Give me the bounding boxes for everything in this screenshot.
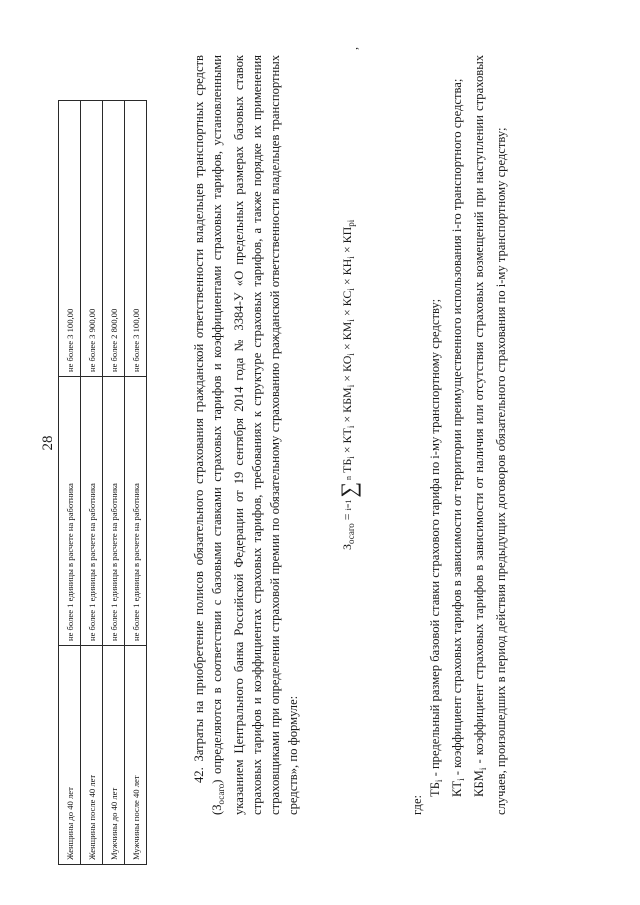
paragraph-42 xyxy=(190,55,302,815)
osago-symbol: З xyxy=(210,804,224,811)
formula-sub-pi: pi xyxy=(346,219,356,227)
formula-sum-sign: ∑ xyxy=(336,481,361,498)
table-row xyxy=(103,101,125,865)
formula-term-km: × КМ xyxy=(340,321,354,354)
formula-lhs-sub: осаго xyxy=(346,523,356,544)
formula-term-kt: × КТ xyxy=(340,428,354,457)
osago-symbol-sub: осаго xyxy=(216,783,226,805)
formula-sum-upper: n xyxy=(344,475,353,480)
definition-symbol: КТ xyxy=(450,780,464,797)
formula-sub: i xyxy=(346,425,356,429)
definition-symbol: КБМ xyxy=(472,770,486,797)
table-cell-quantity: не более 1 единицы в расчете на работника xyxy=(125,377,147,646)
table-cell-price: не более 3 900,00 xyxy=(81,101,103,377)
table-cell-category: Мужчины до 40 лет xyxy=(103,646,125,865)
table-cell-price: не более 3 100,00 xyxy=(59,101,81,377)
definition-symbol: ТБ xyxy=(428,782,442,797)
table-cell-price: не более 2 800,00 xyxy=(103,101,125,377)
table-cell-category: Мужчины после 40 лет xyxy=(125,646,147,865)
formula-equals: = xyxy=(340,513,354,521)
table-cell-price: не более 3 100,00 xyxy=(125,101,147,377)
table-cell-quantity: не более 1 единицы в расчете на работника xyxy=(103,377,125,646)
definitions-intro: где: xyxy=(410,794,424,815)
table-cell-quantity: не более 1 единицы в расчете на работника xyxy=(59,377,81,646)
formula-term-ko: × КО xyxy=(340,355,354,385)
formula-term-ks: × КС xyxy=(340,290,354,320)
formula-sub: i xyxy=(346,353,356,356)
definitions xyxy=(408,55,510,815)
formula-term-tb: ТБ xyxy=(340,458,354,473)
osago-formula xyxy=(336,47,362,550)
formula-sub: i xyxy=(346,256,356,259)
formula-comma: , xyxy=(346,47,360,50)
table-row xyxy=(59,101,81,865)
definitions-list xyxy=(426,55,510,815)
rates-table xyxy=(58,100,147,865)
table-cell-quantity: не более 1 единицы в расчете на работника xyxy=(81,377,103,646)
formula-term-kp: × КП xyxy=(340,226,354,257)
definition-item xyxy=(448,55,470,815)
definition-symbol-sub: i xyxy=(434,779,444,783)
definition-text: - коэффициент страховых тарифов в зависимости от наличия или отсутствия страховых возмещений при наступлении страховых случаев, произошедших в период действия предыдущих договоров обязательного страхования по i-му транспортному средству; xyxy=(472,55,508,815)
definition-text: - предельный размер базовой ставки страхового тарифа по i-му транспортному средству; xyxy=(428,298,442,780)
definition-item xyxy=(470,55,510,815)
page-number: 28 xyxy=(40,435,56,451)
definition-text: - коэффициент страховых тарифов в зависимости от территории преимущественного использования i-го транспортного средства; xyxy=(450,78,464,779)
table-cell-category: Женщины после 40 лет xyxy=(81,646,103,865)
formula-sum-lower: i=1 xyxy=(344,499,353,511)
formula-term-kbm: × КБМ xyxy=(340,387,354,426)
definition-symbol-sub: i xyxy=(456,778,466,781)
table-row xyxy=(125,101,147,865)
formula-term-kn: × КН xyxy=(340,258,354,289)
table-cell-category: Женщины до 40 лет xyxy=(59,646,81,865)
formula-sub: i xyxy=(346,288,356,291)
paragraph-rest: ) определяются в соответствии с базовыми ставками страховых тарифов и коэффициентами страховых тарифов, установленными указанием Центрального банка Российской Федерации от 19 сентября 2014 года № 3384-У «О предельных размерах базовых ставок страховых тарифов и коэффициентах страховых тарифов, требованиях к структуре страховых тарифов, а также порядке их применения страховщиками при определении страховой премии по обязательному страхованию гражданской ответственности владельцев транспортных средств», по формуле: xyxy=(210,55,300,815)
formula-sub: i xyxy=(346,319,356,322)
definition-symbol-sub: i xyxy=(478,767,488,771)
formula-sub: i xyxy=(346,456,356,459)
formula-sub: i xyxy=(346,384,356,388)
table-row xyxy=(81,101,103,865)
paragraph-lead: 42. Затраты на приобретение полисов обязательного страхования гражданской ответственности владельцев транспортных средств ( xyxy=(192,55,224,815)
formula-lhs: З xyxy=(340,543,354,550)
definition-item xyxy=(426,55,448,815)
